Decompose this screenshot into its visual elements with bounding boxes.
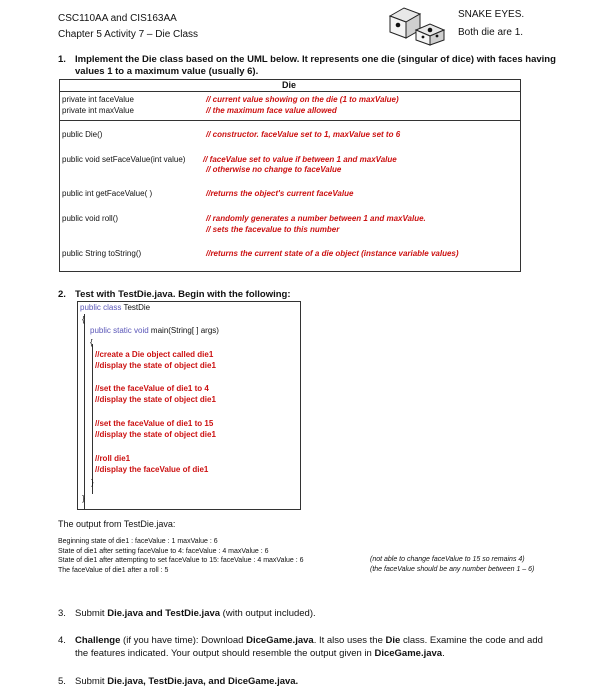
uml-method-roll: public void roll() bbox=[62, 214, 119, 223]
uml-class-name: Die bbox=[282, 80, 297, 90]
code-main-decl: public static void main(String[ ] args) bbox=[90, 326, 219, 335]
q5-number: 5. bbox=[58, 676, 66, 687]
uml-method-tostring-comment: //returns the current state of a die object (instance variable values) bbox=[206, 249, 459, 258]
code-open-brace-main: { bbox=[90, 338, 93, 347]
q2-number: 2. bbox=[58, 289, 66, 300]
uml-method-getfacevalue: public int getFaceValue( ) bbox=[62, 189, 153, 198]
code-comment-display3: //display the state of object die1 bbox=[95, 430, 216, 439]
q1-text-line1: Implement the Die class based on the UML below. It represents one die (singular of dice) with faces having bbox=[75, 54, 556, 65]
code-open-brace-class: { bbox=[82, 315, 85, 324]
uml-method-tostring: public String toString() bbox=[62, 249, 142, 258]
dice-title: SNAKE EYES. bbox=[458, 9, 525, 20]
uml-field-maxvalue: private int maxValue bbox=[62, 106, 134, 115]
code-comment-roll: //roll die1 bbox=[95, 454, 131, 463]
q1-number: 1. bbox=[58, 54, 66, 65]
uml-method-constructor-comment: // constructor. faceValue set to 1, maxValue set to 6 bbox=[206, 130, 401, 139]
code-comment-create: //create a Die object called die1 bbox=[95, 350, 214, 359]
uml-method-setfacevalue-comment1: // faceValue set to value if between 1 and maxValue bbox=[203, 155, 397, 164]
q4-number: 4. bbox=[58, 635, 66, 646]
output-note-remains: (not able to change faceValue to 15 so remains 4) bbox=[370, 556, 525, 563]
dice-caption: Both die are 1. bbox=[458, 27, 524, 38]
output-line: State of die1 after setting faceValue to 4: faceValue : 4 maxValue : 6 bbox=[58, 547, 269, 555]
output-line: Beginning state of die1 : faceValue : 1 maxValue : 6 bbox=[58, 538, 218, 545]
code-close-brace-class: } bbox=[82, 494, 85, 503]
uml-field-facevalue: private int faceValue bbox=[62, 95, 134, 104]
snake-eyes-dice-image bbox=[386, 4, 448, 46]
q3-number: 3. bbox=[58, 608, 66, 619]
uml-method-roll-comment1: // randomly generates a number between 1 and maxValue. bbox=[206, 214, 426, 223]
q5-text: Submit Die.java, TestDie.java, and DiceGame.java. bbox=[75, 676, 299, 687]
code-comment-display-facevalue: //display the faceValue of die1 bbox=[95, 465, 209, 474]
uml-method-setfacevalue: public void setFaceValue(int value) bbox=[62, 155, 186, 164]
q3-text: Submit Die.java and TestDie.java (with output included). bbox=[75, 608, 316, 619]
code-comment-display2: //display the state of object die1 bbox=[95, 395, 216, 404]
uml-field-maxvalue-comment: // the maximum face value allowed bbox=[206, 106, 337, 115]
code-comment-set4: //set the faceValue of die1 to 4 bbox=[95, 384, 209, 393]
code-comment-display1: //display the state of object die1 bbox=[95, 361, 216, 370]
q4-text-line2: the features indicated. Your output should resemble the output given in DiceGame.java. bbox=[75, 648, 445, 659]
output-line: The faceValue of die1 after a roll : 5 bbox=[58, 566, 169, 574]
uml-method-constructor: public Die() bbox=[62, 130, 103, 139]
output-label: The output from TestDie.java: bbox=[58, 519, 176, 529]
uml-method-roll-comment2: // sets the facevalue to this number bbox=[206, 225, 340, 234]
code-class-decl: public class TestDie bbox=[80, 303, 151, 312]
code-close-brace-main: } bbox=[91, 478, 94, 487]
uml-method-setfacevalue-comment2: // otherwise no change to faceValue bbox=[206, 165, 342, 174]
chapter-title: Chapter 5 Activity 7 – Die Class bbox=[58, 29, 199, 40]
q2-text: Test with TestDie.java. Begin with the following: bbox=[75, 289, 291, 300]
uml-field-facevalue-comment: // current value showing on the die (1 to maxValue) bbox=[206, 95, 399, 104]
code-comment-set15: //set the faceValue of die1 to 15 bbox=[95, 419, 214, 428]
q1-text-line2: values 1 to a maximum value (usually 6). bbox=[75, 66, 259, 77]
course-title: CSC110AA and CIS163AA bbox=[58, 13, 177, 24]
output-block bbox=[58, 537, 304, 575]
q4-text-line1: Challenge (if you have time): Download DiceGame.java. It also uses the Die class. Examine the code and add bbox=[75, 635, 543, 646]
output-note-range: (the faceValue should be any number between 1 – 6) bbox=[370, 566, 535, 573]
output-line: State of die1 after attempting to set faceValue to 15: faceValue : 4 maxValue : 6 bbox=[58, 557, 304, 564]
uml-method-getfacevalue-comment: //returns the object's current faceValue bbox=[206, 189, 354, 198]
